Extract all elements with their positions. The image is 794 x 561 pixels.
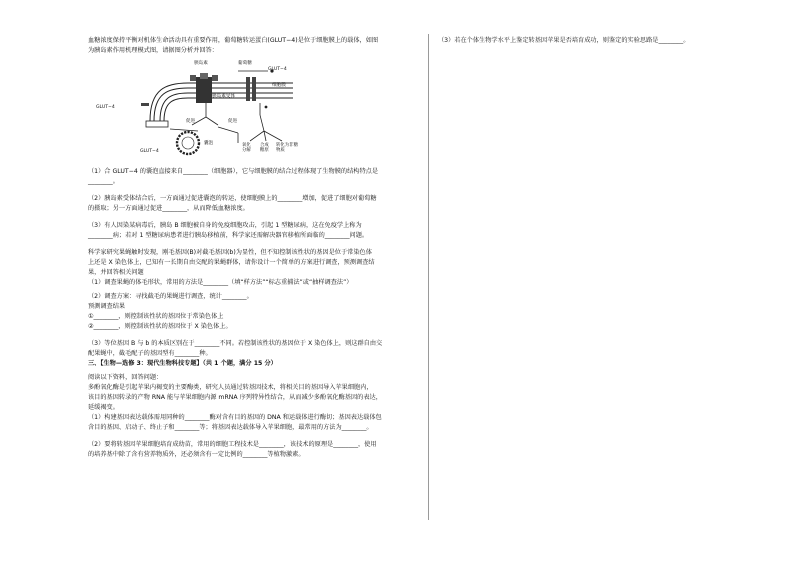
genetics-intro-1: 科学家研究果蝇触时发现，刚毛基因(B)对截毛基因(b)为显性，但不知控制该性状的基因是位于常染色体 [88, 249, 372, 256]
genetics-intro-3: 果，并回答相关问题 [88, 269, 144, 276]
label-glut4-top: GLUT−4 [268, 67, 287, 72]
genetics-predict: 预测调查结果 [88, 303, 126, 310]
label-membrane: 细胞膜 [272, 83, 286, 88]
label-glut4-bottom: GLUT−4 [140, 149, 159, 154]
label-receptor: 胰岛素受体 [212, 94, 235, 99]
genetics-q1: （1）调查果蝇的体毛形状，常用的方法是________（填“样方法”“标志重捕法”或“抽样调查法”） [88, 279, 353, 286]
diagram-svg [88, 59, 420, 161]
reading-line-3: 该目的基因转录的产物 RNA 能与苹果细胞内源 mRNA 序列特异性结合，从而减少多酚氧化酶基因的表达， [88, 394, 382, 401]
section-3-title: 三、【生物—选修 3：现代生物科技专题】（共 1 个题，满分 15 分） [88, 360, 277, 367]
column-divider [428, 34, 429, 520]
label-glut4-left: GLUT−4 [96, 105, 115, 110]
reading-q2-line-1: （2）要将转基因苹果细胞培育成幼苗，常用的细胞工程技术是________，该技术的原理是________，使用 [88, 441, 377, 448]
reading-q2-line-2: 的培养基中除了含有营养物质外，还必须含有一定比例的________等植物激素。 [88, 451, 305, 458]
reading-q1-line-1: （1）构建基因表达载体需用同种的________酶对含有目的基因的 DNA 和运载体进行酶切；基因表达载体包 [88, 414, 382, 421]
label-fate-nonsugar: 转化为非糖物质 [276, 143, 298, 154]
intro-line-2: 为胰岛素作用机理模式图，请据图分析并回答： [88, 47, 218, 54]
q3-line-2: ________病；若对 1 型糖尿病患者进行胰岛移植前，科学家还需解决器官移植所面临的________问题。 [88, 232, 369, 239]
genetics-intro-2: 上还是 X 染色体上，已知有一长期自由交配的果蝇群体，请你设计一个简单的方案进行调查，预测调查结 [88, 259, 375, 266]
genetics-result-2: ②________，则控制该性状的基因位于 X 染色体上。 [88, 323, 232, 330]
right-column [438, 36, 758, 46]
right-q3: （3）若在个体生物学水平上鉴定转基因苹果是否培育成功，则鉴定的实验思路是________。 [438, 37, 690, 44]
intro-line-1: 血糖浓度保持平衡对机体生命活动具有重要作用，葡萄糖转运蛋白(GLUT−4)是位于细胞膜上的载体，如图 [88, 37, 379, 44]
q2-line-1: （2）胰岛素受体结合后，一方面通过促进囊泡的转运，使细胞膜上的________增加，促进了细胞对葡萄糖 [88, 195, 377, 202]
genetics-q3-line-2: 配果蝇中，截毛配子的基因型有________种。 [88, 350, 212, 357]
label-fate-oxidation: 氧化分解 [242, 143, 251, 154]
reading-line-4: 延缓褐变。 [88, 404, 119, 411]
q3-line-1: （3）有人因染某病毒后，胰岛 B 细胞被自身的免疫细胞攻击，引起 1 型糖尿病，这在免疫学上称为 [88, 222, 362, 229]
genetics-result-1: ①________，则控制该性状的基因位于常染色体上 [88, 313, 224, 320]
reading-line-1: 阅读以下资料，回答问题： [88, 374, 163, 381]
insulin-mechanism-diagram [88, 59, 420, 161]
label-fate-glycogen: 合成糖原 [260, 143, 269, 154]
label-vesicle: 囊泡 [204, 141, 214, 146]
left-column [88, 36, 420, 460]
genetics-q2: （2）调查方案：寻找截毛的果蝇进行调查，统计________。 [88, 293, 253, 300]
label-glucose: 葡萄糖 [238, 61, 252, 66]
genetics-q3-line-1: （3）等位基因 B 与 b 的本质区别在于________不同。若控制该性状的基因位于 X 染色体上，则这群自由交 [88, 340, 383, 347]
q1-line-2: ________。 [88, 178, 119, 185]
label-promote-2: 促进 [228, 119, 238, 124]
label-insulin: 胰岛素 [194, 61, 208, 66]
reading-q1-line-2: 含目的基因、启动子、终止子和________等；将基因表达载体导入苹果细胞，最常用的方法为________。 [88, 424, 373, 431]
q2-line-2: 的摄取；另一方面通过促进________，从而降低血糖浓度。 [88, 205, 249, 212]
reading-line-2: 多酚氧化酶是引起苹果内褐变的主要酶类，研究人员通过转基因技术，将相关目的基因导入苹果细胞内， [88, 384, 373, 391]
label-promote-1: 促进 [186, 119, 196, 124]
q1-line-1: （1）合 GLUT−4 的囊泡直接来自________（细胞器），它与细胞膜的结合过程体现了生物膜的结构特点是 [88, 168, 379, 175]
